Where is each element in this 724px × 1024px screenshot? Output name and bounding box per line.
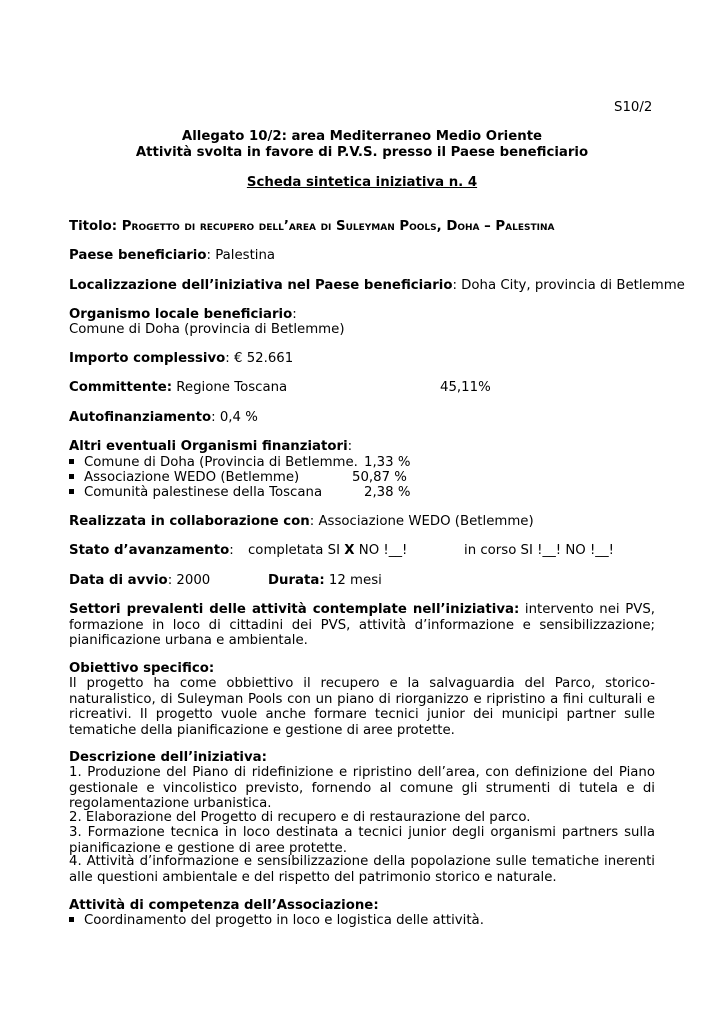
finanziatore-pct: 1,33 %: [364, 455, 411, 470]
organismo-row: [69, 307, 297, 323]
committente-value: Regione Toscana: [172, 380, 288, 395]
settori-label: Settori prevalenti delle attività contemplate nell’iniziativa:: [69, 602, 520, 617]
organismo-value: Comune di Doha (provincia di Betlemme): [69, 322, 345, 337]
stato-completata: [248, 543, 407, 559]
descrizione-item-2: 2. Elaborazione del Progetto di recupero e di restaurazione del parco.: [69, 810, 531, 825]
descrizione-item-1: 1. Produzione del Piano di ridefinizione e ripristino dell’area, con definizione del Piano gestionale e vincolistico previsto, fornendo al comune gli strumenti di tutela e di regolamentazione urbanistica.: [69, 765, 655, 812]
header-line-2: Attività svolta in favore di P.V.S. presso il Paese beneficiario: [135, 145, 589, 160]
organismo-label: Organismo locale beneficiario: [69, 307, 293, 322]
page-code: S10/2: [614, 100, 653, 115]
durata-value: 12 mesi: [324, 573, 382, 588]
paese-value: : Palestina: [206, 248, 276, 263]
scheda-title: Scheda sintetica iniziativa n. 4: [246, 175, 478, 190]
finanziatore-name: Comune di Doha (Provincia di Betlemme.: [84, 455, 358, 470]
stato-label: Stato d’avanzamento: [69, 543, 230, 558]
importo-label: Importo complessivo: [69, 351, 226, 366]
durata-label: Durata:: [268, 573, 325, 588]
finanziatore-pct: 50,87 %: [352, 470, 407, 485]
descrizione-label: Descrizione dell’iniziativa:: [69, 750, 267, 765]
data-avvio-label: Data di avvio: [69, 573, 168, 588]
altri-colon: :: [347, 439, 353, 454]
obiettivo-text: Il progetto ha come obbiettivo il recupero e la salvaguardia del Parco, storico-naturalistico, di Suleyman Pools con un piano di riorganizzo e ripristino a fini culturali e ricreativi. Il progetto vuole anche formare tecnici junior dei municipi partner sulle tematiche della pianificazione e gestione di aree protette.: [69, 676, 655, 738]
titolo-label: Titolo:: [69, 219, 122, 234]
committente-row: [69, 380, 287, 396]
completata-label: completata SI: [248, 543, 345, 558]
completata-x-mark: X: [344, 543, 355, 558]
bullet-icon: [69, 459, 74, 464]
paese-row: [69, 248, 275, 264]
list-item: [69, 485, 322, 501]
list-item: [69, 455, 358, 471]
finanziatore-pct: 2,38 %: [364, 485, 411, 500]
committente-pct: 45,11%: [440, 380, 491, 395]
descrizione-item-4: 4. Attività d’informazione e sensibilizzazione della popolazione sulle tematiche inerenti alle questioni ambientale e del rispetto del patrimonio storico e naturale.: [69, 854, 655, 885]
localizzazione-label: Localizzazione dell’iniziativa nel Paese beneficiario: [69, 278, 453, 293]
importo-value: : € 52.661: [225, 351, 294, 366]
bullet-icon: [69, 474, 74, 479]
data-avvio-value: : 2000: [167, 573, 211, 588]
settori-value: intervento nei PVS, formazione in loco di cittadini dei PVS, attività d’informazione e sensibilizzazione; pianificazione urbana e ambientale.: [69, 602, 655, 649]
localizzazione-row: [69, 278, 685, 294]
list-item: [69, 913, 484, 929]
titolo-row: [69, 219, 554, 235]
organismo-colon: :: [292, 307, 297, 322]
autofinanziamento-row: [69, 410, 258, 426]
obiettivo-label: Obiettivo specifico:: [69, 661, 215, 676]
stato-row: [69, 543, 234, 559]
attivita-item: Coordinamento del progetto in loco e logistica delle attività.: [84, 913, 484, 928]
titolo-value: Progetto di recupero dell’area di Suleyman Pools, Doha – Palestina: [121, 219, 555, 234]
autofinanziamento-value: : 0,4 %: [211, 410, 258, 425]
list-item: [69, 470, 299, 486]
realizzata-row: [69, 514, 534, 530]
localizzazione-value: : Doha City, provincia di Betlemme: [452, 278, 685, 293]
committente-label: Committente:: [69, 380, 173, 395]
stato-colon: :: [229, 543, 234, 558]
paese-label: Paese beneficiario: [69, 248, 207, 263]
altri-row: [69, 439, 352, 455]
stato-in-corso: in corso SI !__! NO !__!: [464, 543, 614, 558]
finanziatore-name: Associazione WEDO (Betlemme): [84, 470, 300, 485]
finanziatore-name: Comunità palestinese della Toscana: [84, 485, 323, 500]
bullet-icon: [69, 917, 74, 922]
durata-row: [268, 573, 382, 589]
bullet-icon: [69, 489, 74, 494]
altri-label: Altri eventuali Organismi finanziatori: [69, 439, 348, 454]
importo-row: [69, 351, 293, 367]
realizzata-label: Realizzata in collaborazione con: [69, 514, 310, 529]
settori-paragraph: [69, 602, 655, 649]
header-line-1: Allegato 10/2: area Mediterraneo Medio Oriente: [181, 129, 543, 144]
completata-no: NO !__!: [354, 543, 408, 558]
attivita-label: Attività di competenza dell’Associazione:: [69, 898, 379, 913]
realizzata-value: : Associazione WEDO (Betlemme): [309, 514, 534, 529]
descrizione-item-3: 3. Formazione tecnica in loco destinata a tecnici junior degli organismi partners sulla pianificazione e gestione di aree protette.: [69, 825, 655, 856]
autofinanziamento-label: Autofinanziamento: [69, 410, 212, 425]
data-avvio-row: [69, 573, 210, 589]
